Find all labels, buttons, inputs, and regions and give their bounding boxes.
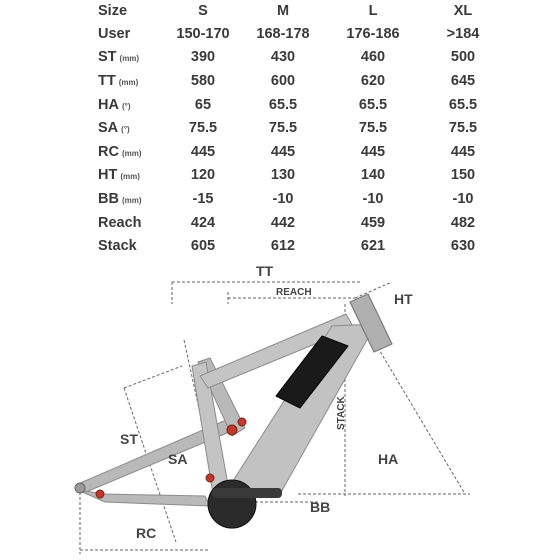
row-unit: (mm) [119, 54, 140, 64]
row-label-text: HT [98, 167, 118, 184]
row-label [98, 70, 138, 92]
table-cell: 621 [360, 238, 386, 255]
table-cell: -15 [192, 190, 214, 207]
table-cell: 612 [270, 238, 296, 255]
label-tt: TT [256, 263, 274, 279]
label-rc: RC [136, 525, 157, 541]
table-cell: 445 [270, 143, 296, 160]
table-cell: 150 [450, 167, 476, 184]
table-cell: >184 [446, 25, 480, 42]
geometry-table [0, 0, 560, 262]
table-cell: 130 [270, 167, 296, 184]
row-unit: (mm) [121, 195, 142, 205]
table-cell: 630 [450, 238, 476, 255]
row-label-text: SA [98, 120, 119, 137]
table-cell: 430 [270, 49, 296, 66]
row-label-text: Reach [98, 214, 142, 231]
table-cell: 442 [270, 214, 296, 231]
row-label [98, 141, 142, 163]
pivot-main [227, 425, 237, 435]
table-cell: 445 [450, 143, 476, 160]
label-sa: SA [168, 451, 188, 467]
row-label [98, 23, 130, 45]
table-cell: 645 [450, 72, 476, 89]
ha-axis [365, 326, 465, 494]
table-row [0, 188, 560, 210]
row-unit: (°) [121, 101, 131, 111]
table-cell: 75.5 [358, 120, 388, 137]
table-cell: 65.5 [358, 96, 388, 113]
row-label [98, 188, 142, 210]
table-row [0, 164, 560, 186]
table-cell: 75.5 [268, 120, 298, 137]
row-label [98, 164, 140, 186]
row-label-text: RC [98, 143, 119, 160]
table-row [0, 23, 560, 45]
table-cell: 620 [360, 72, 386, 89]
table-cell: 168-178 [256, 25, 310, 42]
table-cell: 65.5 [268, 96, 298, 113]
bike-geometry-diagram [0, 258, 560, 560]
table-cell: 140 [360, 167, 386, 184]
row-label [98, 117, 130, 139]
table-cell: 445 [360, 143, 386, 160]
row-label-text: Stack [98, 238, 137, 255]
table-cell: 500 [450, 49, 476, 66]
row-unit: (mm) [118, 77, 139, 87]
table-cell: 150-170 [176, 25, 230, 42]
table-cell: 424 [190, 214, 216, 231]
table-cell: 390 [190, 49, 216, 66]
crank-arm [212, 488, 282, 498]
motor-housing [208, 480, 256, 528]
label-stack: STACK [336, 396, 347, 430]
table-cell: 600 [270, 72, 296, 89]
row-label-text: TT [98, 72, 116, 89]
table-cell: 75.5 [188, 120, 218, 137]
row-label-text: User [98, 25, 131, 42]
row-label-text: HA [98, 96, 119, 113]
table-header-row [0, 0, 560, 22]
header-l: L [368, 3, 378, 19]
table-cell: 605 [190, 238, 216, 255]
label-st: ST [120, 431, 138, 447]
ht-guide [355, 282, 392, 298]
header-xl: XL [453, 3, 473, 19]
row-label [98, 94, 130, 116]
table-cell: -10 [362, 190, 384, 207]
row-label [98, 46, 139, 68]
label-ha: HA [378, 451, 399, 467]
table-row [0, 94, 560, 116]
row-label [98, 212, 142, 234]
row-unit: (mm) [120, 172, 140, 182]
row-unit: (°) [121, 125, 130, 135]
table-row [0, 70, 560, 92]
label-ht: HT [394, 291, 413, 307]
row-label [98, 235, 137, 257]
label-reach: REACH [276, 287, 312, 298]
table-cell: 459 [360, 214, 386, 231]
table-row [0, 141, 560, 163]
table-cell: 445 [190, 143, 216, 160]
table-cell: 65 [194, 96, 212, 113]
table-cell: 580 [190, 72, 216, 89]
label-bb: BB [310, 499, 331, 515]
table-row [0, 117, 560, 139]
table-cell: 65.5 [448, 96, 478, 113]
header-s: S [198, 3, 208, 19]
table-cell: -10 [452, 190, 474, 207]
pivot-rear-axle [96, 490, 104, 498]
table-cell: 120 [190, 167, 216, 184]
table-cell: 75.5 [448, 120, 478, 137]
row-label-text: BB [98, 190, 119, 207]
table-cell: 460 [360, 49, 386, 66]
table-cell: -10 [272, 190, 294, 207]
row-label-text: ST [98, 49, 117, 66]
table-row [0, 235, 560, 257]
row-unit: (mm) [121, 148, 142, 158]
table-row [0, 212, 560, 234]
header-size: Size [98, 3, 128, 19]
table-row [0, 46, 560, 68]
header-m: M [276, 3, 290, 19]
table-cell: 176-186 [346, 25, 400, 42]
pivot-rocker [238, 418, 246, 426]
st-line [124, 366, 182, 388]
table-cell: 482 [450, 214, 476, 231]
pivot-bb [206, 474, 214, 482]
dropout [75, 483, 85, 493]
